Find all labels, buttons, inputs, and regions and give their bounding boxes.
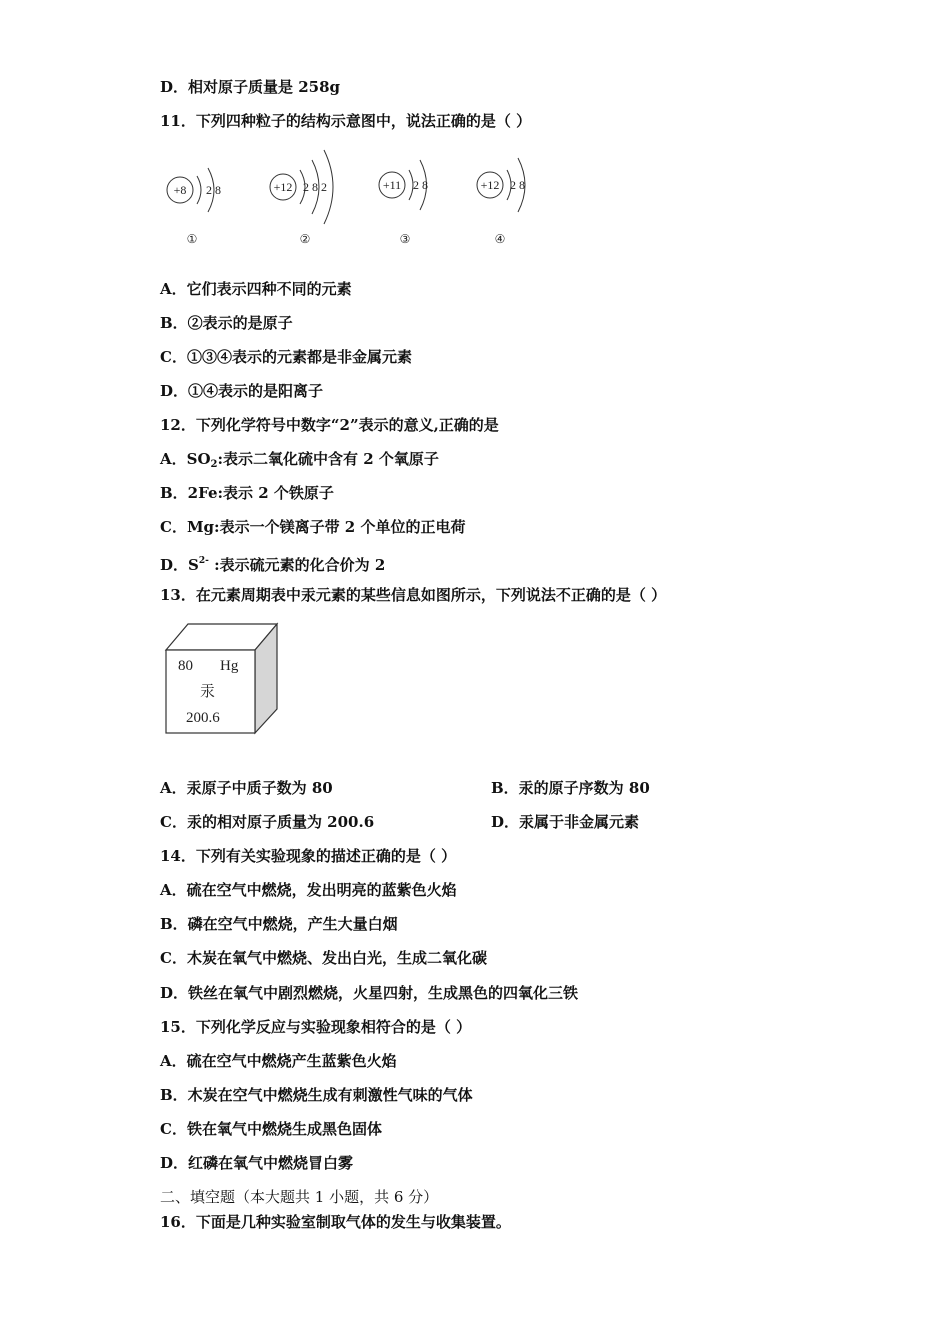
- q12-option-a: A．$SO_2$:表示二氧化硫中含有 2 个氧原子: [160, 450, 439, 470]
- atom-diagram-4: [477, 158, 525, 246]
- element-atomic-mass: 200.6: [186, 710, 220, 726]
- q14-option-c: C．木炭在氧气中燃烧、发出白光，生成二氧化碳: [160, 949, 487, 967]
- q15-option-b: B．木炭在空气中燃烧生成有刺激性气味的气体: [160, 1086, 473, 1104]
- atom-diagram-2: [270, 150, 333, 246]
- element-atomic-number: 80: [178, 658, 193, 674]
- q11-option-b: B．②表示的是原子: [160, 314, 293, 332]
- q14-option-d: D．铁丝在氧气中剧烈燃烧，火星四射，生成黑色的四氧化三铁: [160, 984, 579, 1002]
- atom-diagram-1: [167, 168, 221, 246]
- q13-stem: 13．在元素周期表中汞元素的某些信息如图所示，下列说法不正确的是（ ）: [160, 586, 667, 604]
- mercury-element-card: [160, 618, 285, 738]
- atom-2-shells: 2 8 2: [303, 180, 327, 194]
- atom-1-label: ①: [186, 232, 198, 246]
- q11-option-a: A．它们表示四种不同的元素: [160, 280, 352, 298]
- atom-1-nucleus: +8: [173, 183, 187, 197]
- q13-option-c: C．汞的相对原子质量为 200.6: [160, 813, 375, 831]
- q12-option-d: D．$S^{2-}$ :表示硫元素的化合价为 2: [160, 556, 386, 574]
- element-name: 汞: [200, 684, 216, 700]
- atom-3-label: ③: [399, 232, 411, 246]
- q14-stem: 14．下列有关实验现象的描述正确的是（ ）: [160, 847, 457, 865]
- q14-option-b: B．磷在空气中燃烧，产生大量白烟: [160, 915, 398, 933]
- q13-option-a: A．汞原子中质子数为 80: [160, 779, 333, 797]
- atom-2-label: ②: [299, 232, 311, 246]
- section-heading-fill-in: 二、填空题（本大题共 1 小题，共 6 分）: [160, 1188, 439, 1206]
- q15-option-a: A．硫在空气中燃烧产生蓝紫色火焰: [160, 1052, 397, 1070]
- atom-structure-diagrams: [160, 140, 560, 252]
- q12-option-c: C．Mg:表示一个镁离子带 2 个单位的正电荷: [160, 518, 466, 536]
- atom-2-nucleus: +12: [273, 180, 293, 194]
- q14-option-a: A．硫在空气中燃烧，发出明亮的蓝紫色火焰: [160, 881, 457, 899]
- q15-stem: 15．下列化学反应与实验现象相符合的是（ ）: [160, 1018, 472, 1036]
- q12-option-b: B．2Fe:表示 2 个铁原子: [160, 484, 334, 502]
- atom-1-shells: 2 8: [206, 183, 221, 197]
- q11-option-c: C．①③④表示的元素都是非金属元素: [160, 348, 412, 366]
- q15-option-d: D．红磷在氧气中燃烧冒白雾: [160, 1154, 354, 1172]
- atom-3-nucleus: +11: [382, 178, 402, 192]
- q12-stem: 12．下列化学符号中数字“2”表示的意义,正确的是: [160, 416, 499, 434]
- atom-3-shells: 2 8: [413, 178, 428, 192]
- atom-4-shells: 2 8: [510, 178, 525, 192]
- q11-option-d: D．①④表示的是阳离子: [160, 382, 324, 400]
- q10-option-d: D．相对原子质量是 258g: [160, 78, 341, 96]
- q13-option-b: B．汞的原子序数为 80: [491, 779, 650, 797]
- element-symbol: Hg: [220, 658, 239, 674]
- q16-stem: 16．下面是几种实验室制取气体的发生与收集装置。: [160, 1213, 511, 1231]
- q13-option-d: D．汞属于非金属元素: [491, 813, 640, 831]
- q15-option-c: C．铁在氧气中燃烧生成黑色固体: [160, 1120, 382, 1138]
- q11-stem: 11．下列四种粒子的结构示意图中，说法正确的是（ ）: [160, 112, 532, 130]
- atom-4-label: ④: [494, 232, 506, 246]
- atom-4-nucleus: +12: [480, 178, 500, 192]
- atom-diagram-3: [379, 160, 428, 246]
